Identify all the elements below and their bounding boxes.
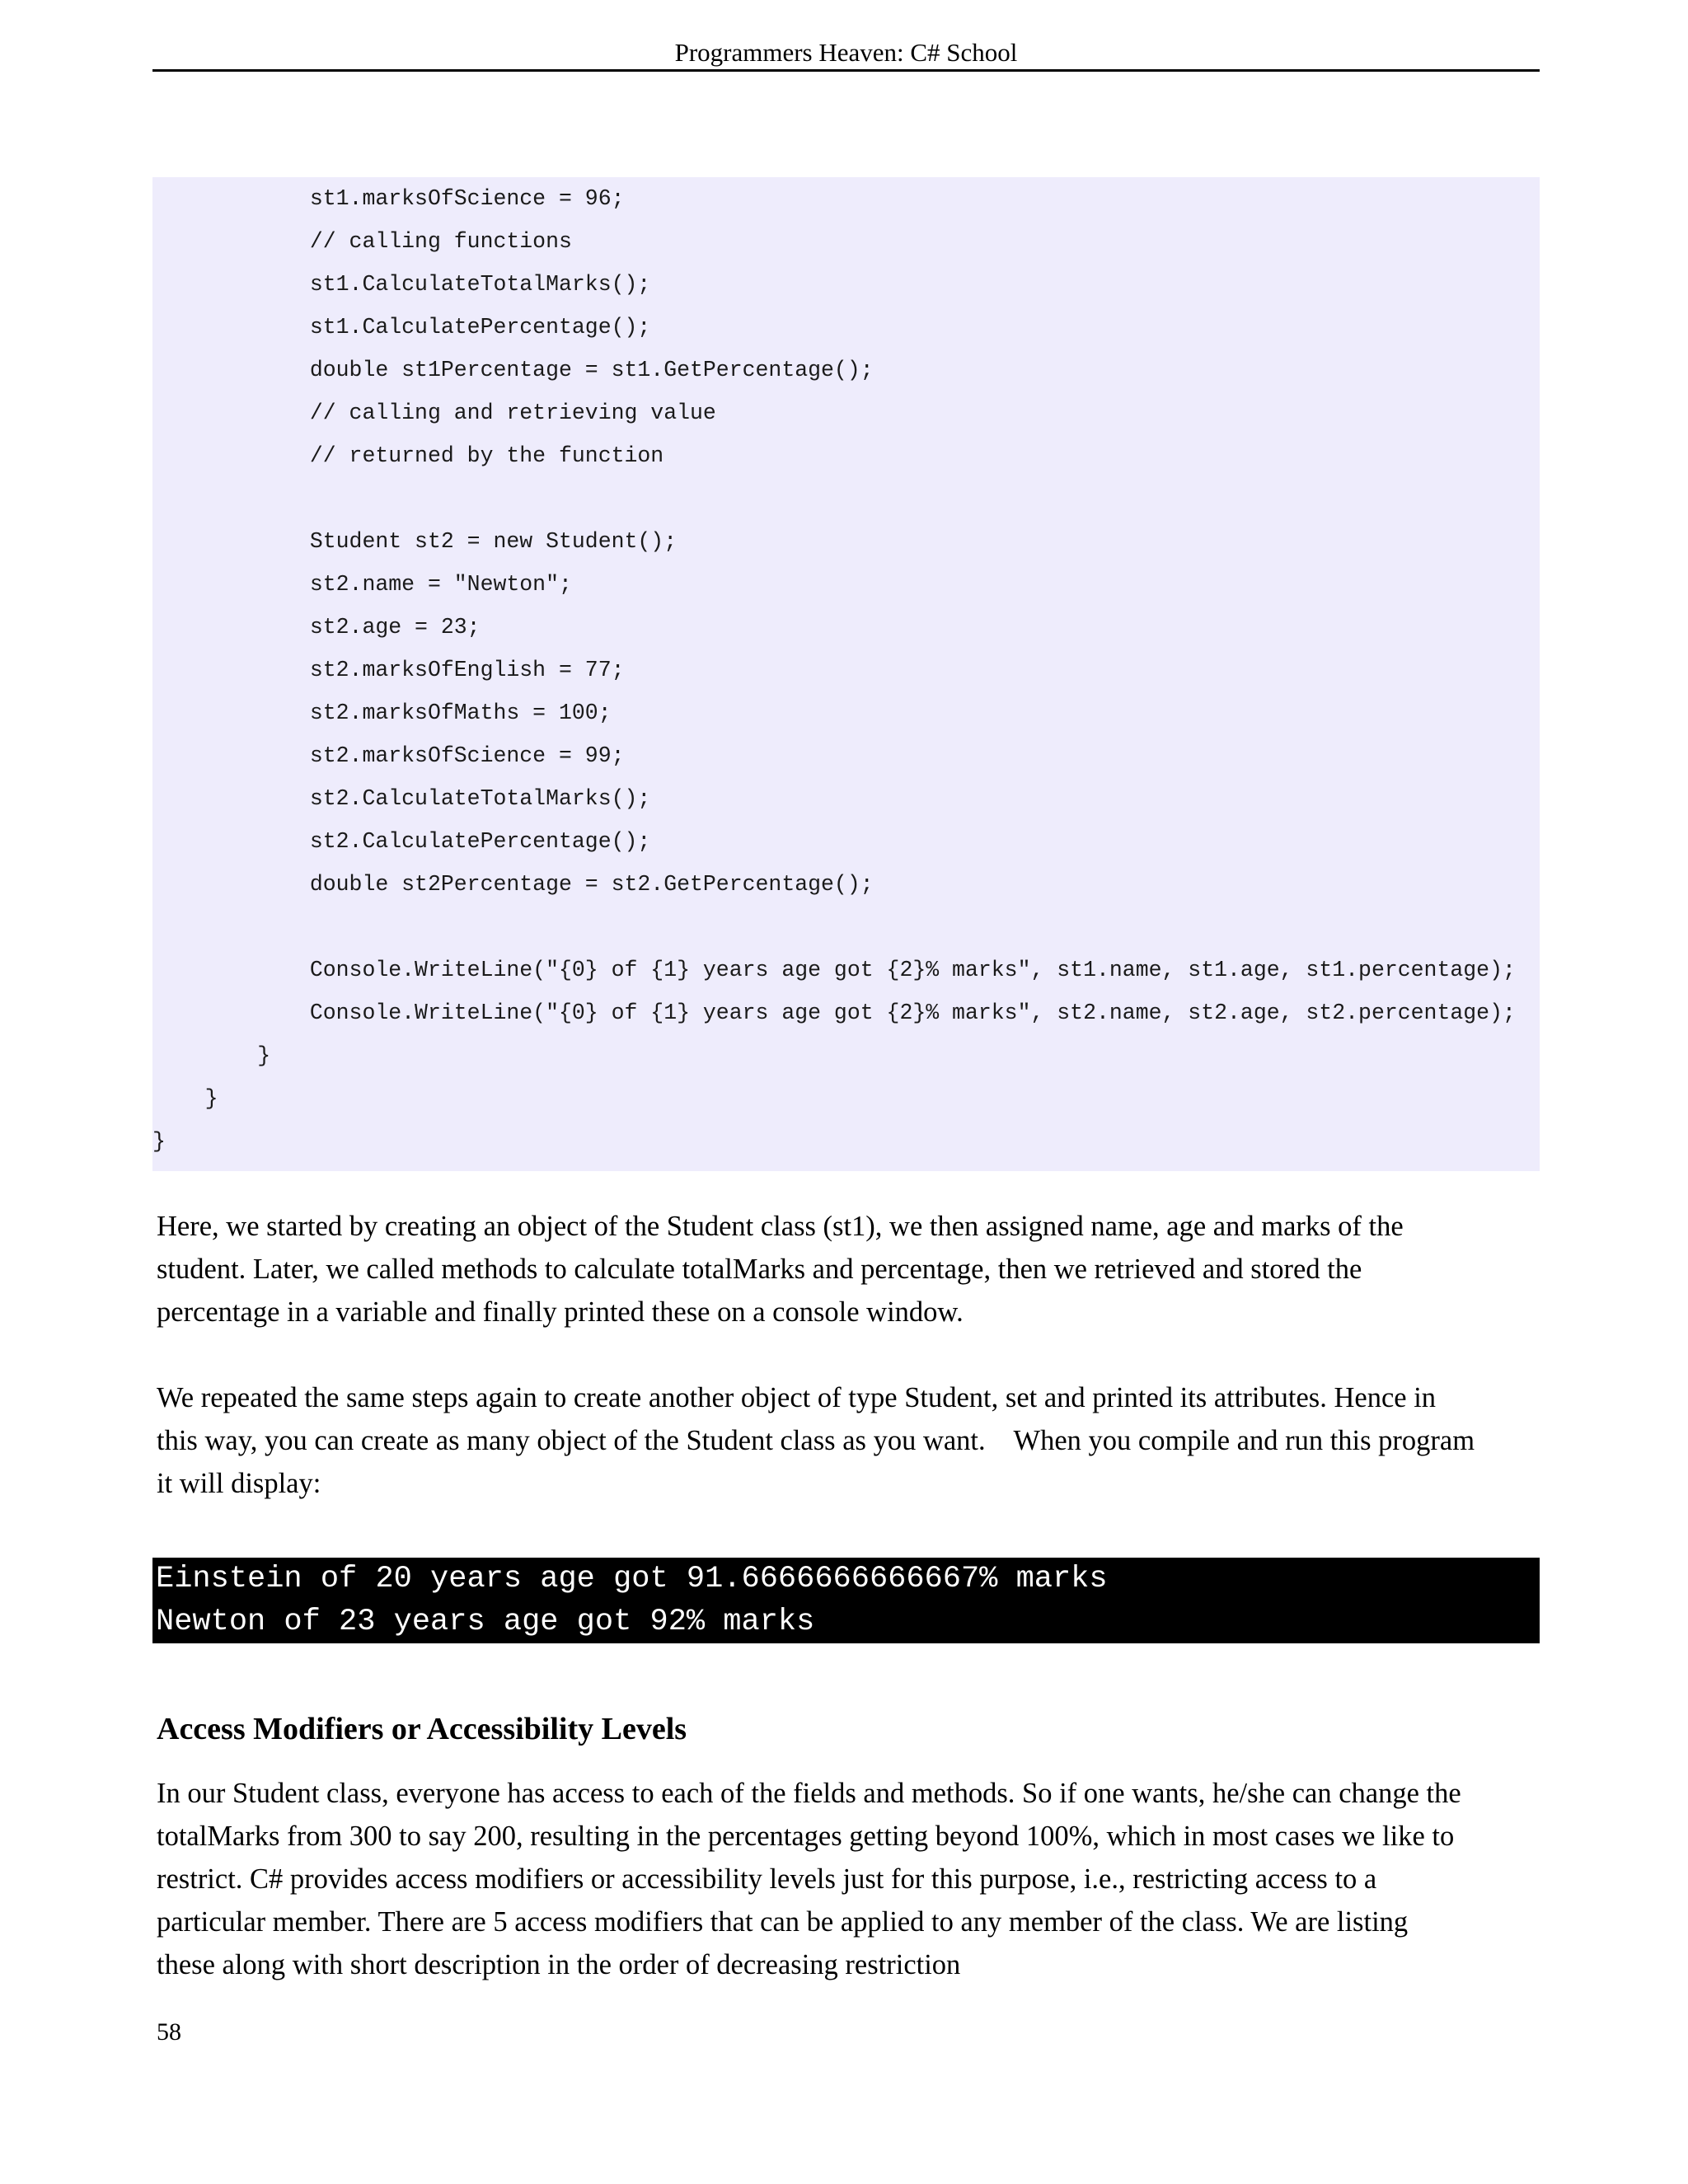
code-line: st2.name = "Newton"; [152, 572, 572, 597]
console-line: Newton of 23 years age got 92% marks [156, 1605, 815, 1639]
code-line: // calling and retrieving value [152, 401, 716, 425]
paragraph-line: these along with short description in the order of decreasing restriction [157, 1949, 961, 1980]
code-line: } [152, 1086, 218, 1111]
paragraph-access-modifiers [157, 1772, 1550, 1986]
paragraph-line: We repeated the same steps again to create another object of type Student, set and printed its attributes. Hence in [157, 1382, 1437, 1413]
code-line: st2.marksOfMaths = 100; [152, 701, 612, 725]
code-line: // calling functions [152, 229, 572, 254]
code-line: st2.age = 23; [152, 615, 481, 640]
page-number: 58 [157, 2018, 181, 2046]
paragraph-line: Here, we started by creating an object of the Student class (st1), we then assigned name, age and marks of the [157, 1211, 1404, 1242]
paragraph-line: In our Student class, everyone has access to each of the fields and methods. So if one wants, he/she can change the [157, 1778, 1461, 1809]
paragraph-line: restrict. C# provides access modifiers or accessibility levels just for this purpose, i.e., restricting access to a [157, 1863, 1377, 1895]
code-line: } [152, 1129, 166, 1154]
code-line: // returned by the function [152, 443, 664, 468]
paragraph-line: it will display: [157, 1468, 321, 1499]
console-line: Einstein of 20 years age got 91.6666666666667% marks [156, 1562, 1108, 1596]
code-line: double st1Percentage = st1.GetPercentage(); [152, 358, 874, 382]
paragraph-line: totalMarks from 300 to say 200, resulting in the percentages getting beyond 100%, which in most cases we like to [157, 1821, 1455, 1852]
console-output [152, 1558, 1540, 1643]
paragraph-line: particular member. There are 5 access modifiers that can be applied to any member of the class. We are listing [157, 1906, 1409, 1938]
page-header: Programmers Heaven: C# School [674, 38, 1018, 67]
code-line: st1.marksOfScience = 96; [152, 186, 625, 211]
code-line: st2.marksOfScience = 99; [152, 743, 625, 768]
paragraph-line: percentage in a variable and finally printed these on a console window. [157, 1296, 964, 1328]
code-line: st2.marksOfEnglish = 77; [152, 658, 625, 682]
code-listing [152, 177, 1540, 1171]
paragraph-repeat-steps [157, 1376, 1550, 1505]
paragraph-line: student. Later, we called methods to calculate totalMarks and percentage, then we retrieved and stored the [157, 1254, 1362, 1285]
code-line: Student st2 = new Student(); [152, 529, 678, 554]
paragraph-explanation [157, 1205, 1550, 1333]
code-line: Console.WriteLine("{0} of {1} years age got {2}% marks", st2.name, st2.age, st2.percentage); [152, 1001, 1516, 1025]
code-line: st1.CalculateTotalMarks(); [152, 272, 651, 297]
code-line: st2.CalculateTotalMarks(); [152, 786, 651, 811]
code-line: } [152, 1043, 271, 1068]
code-line: st1.CalculatePercentage(); [152, 315, 651, 340]
code-line: st2.CalculatePercentage(); [152, 829, 651, 854]
paragraph-line: this way, you can create as many object of the Student class as you want. When you compile and run this program [157, 1425, 1475, 1456]
section-heading: Access Modifiers or Accessibility Levels [157, 1712, 687, 1746]
code-line: Console.WriteLine("{0} of {1} years age got {2}% marks", st1.name, st1.age, st1.percentage); [152, 958, 1516, 982]
code-line: double st2Percentage = st2.GetPercentage(); [152, 872, 874, 897]
header-rule [152, 69, 1540, 72]
